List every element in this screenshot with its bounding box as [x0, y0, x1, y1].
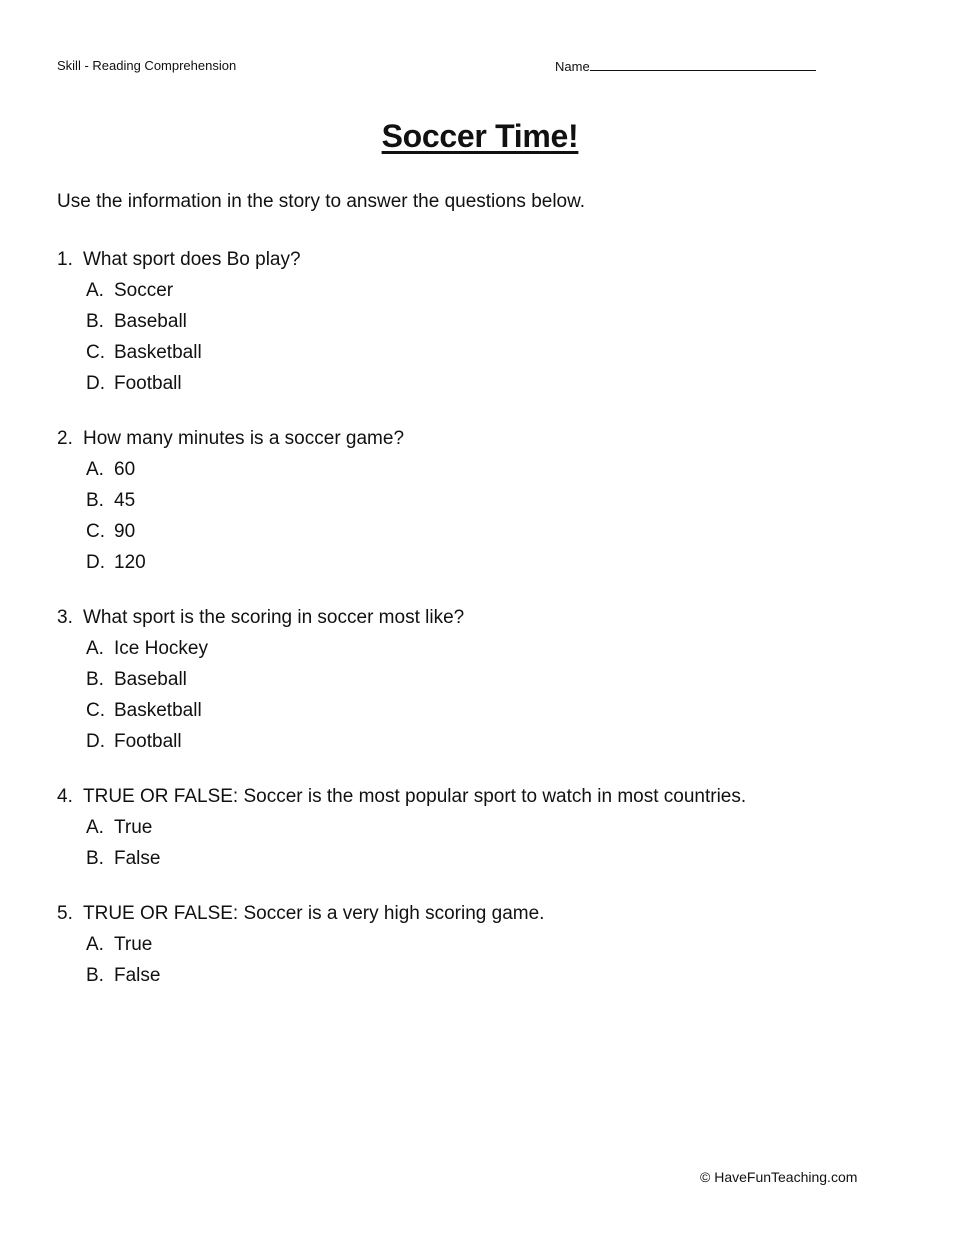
page-title: Soccer Time!	[381, 118, 579, 154]
option-b[interactable]	[86, 489, 917, 513]
option-text: 120	[114, 552, 146, 573]
option-letter: A.	[86, 638, 104, 659]
option-text: True	[114, 817, 153, 838]
question-number: 1.	[57, 249, 73, 270]
option-text: 90	[114, 521, 136, 542]
option-text: 60	[114, 459, 136, 480]
option-a[interactable]	[86, 279, 917, 303]
option-letter: D.	[86, 373, 105, 394]
option-b[interactable]	[86, 964, 917, 988]
option-c[interactable]	[86, 520, 917, 544]
question-prompt: How many minutes is a soccer game?	[83, 428, 405, 449]
name-label: Name	[555, 59, 590, 74]
question-1	[57, 248, 917, 396]
option-text: False	[114, 848, 161, 869]
option-b[interactable]	[86, 310, 917, 334]
option-letter: A.	[86, 817, 104, 838]
option-a[interactable]	[86, 458, 917, 482]
option-letter: A.	[86, 280, 104, 301]
option-b[interactable]	[86, 668, 917, 692]
question-list	[57, 248, 917, 1019]
option-text: Baseball	[114, 669, 187, 690]
option-text: Ice Hockey	[114, 638, 208, 659]
skill-label: Skill - Reading Comprehension	[57, 58, 237, 73]
question-prompt: What sport is the scoring in soccer most like?	[83, 607, 465, 628]
question-prompt: TRUE OR FALSE: Soccer is the most popular sport to watch in most countries.	[83, 786, 747, 807]
option-text: 45	[114, 490, 136, 511]
option-text: Soccer	[114, 280, 174, 301]
option-letter: B.	[86, 490, 104, 511]
option-text: True	[114, 934, 153, 955]
option-letter: A.	[86, 459, 104, 480]
option-letter: B.	[86, 965, 104, 986]
option-letter: D.	[86, 731, 105, 752]
option-c[interactable]	[86, 341, 917, 365]
option-letter: C.	[86, 521, 105, 542]
option-b[interactable]	[86, 847, 917, 871]
option-text: Basketball	[114, 700, 202, 721]
option-a[interactable]	[86, 816, 917, 840]
question-text	[57, 427, 917, 451]
name-blank-line[interactable]	[590, 58, 816, 71]
question-text	[57, 248, 917, 272]
option-a[interactable]	[86, 637, 917, 661]
option-list	[86, 816, 917, 871]
option-c[interactable]	[86, 699, 917, 723]
option-text: Football	[114, 731, 182, 752]
option-letter: B.	[86, 848, 104, 869]
question-2	[57, 427, 917, 575]
instructions: Use the information in the story to answer the questions below.	[57, 191, 586, 212]
question-text	[57, 902, 917, 926]
option-d[interactable]	[86, 551, 917, 575]
question-number: 4.	[57, 786, 73, 807]
question-prompt: What sport does Bo play?	[83, 249, 301, 270]
option-letter: D.	[86, 552, 105, 573]
question-number: 5.	[57, 903, 73, 924]
option-letter: B.	[86, 669, 104, 690]
question-text	[57, 606, 917, 630]
option-list	[86, 458, 917, 575]
option-letter: C.	[86, 700, 105, 721]
question-3	[57, 606, 917, 754]
option-text: Basketball	[114, 342, 202, 363]
option-text: Baseball	[114, 311, 187, 332]
option-text: False	[114, 965, 161, 986]
option-a[interactable]	[86, 933, 917, 957]
copyright-footer: © HaveFunTeaching.com	[700, 1169, 858, 1185]
option-letter: B.	[86, 311, 104, 332]
question-text	[57, 785, 917, 809]
question-5	[57, 902, 917, 988]
option-letter: A.	[86, 934, 104, 955]
option-list	[86, 637, 917, 754]
question-4	[57, 785, 917, 871]
option-text: Football	[114, 373, 182, 394]
question-number: 2.	[57, 428, 73, 449]
option-list	[86, 933, 917, 988]
option-list	[86, 279, 917, 396]
option-d[interactable]	[86, 372, 917, 396]
option-letter: C.	[86, 342, 105, 363]
page-header	[57, 58, 837, 78]
option-d[interactable]	[86, 730, 917, 754]
name-field[interactable]	[555, 58, 816, 74]
question-number: 3.	[57, 607, 73, 628]
question-prompt: TRUE OR FALSE: Soccer is a very high scoring game.	[83, 903, 545, 924]
